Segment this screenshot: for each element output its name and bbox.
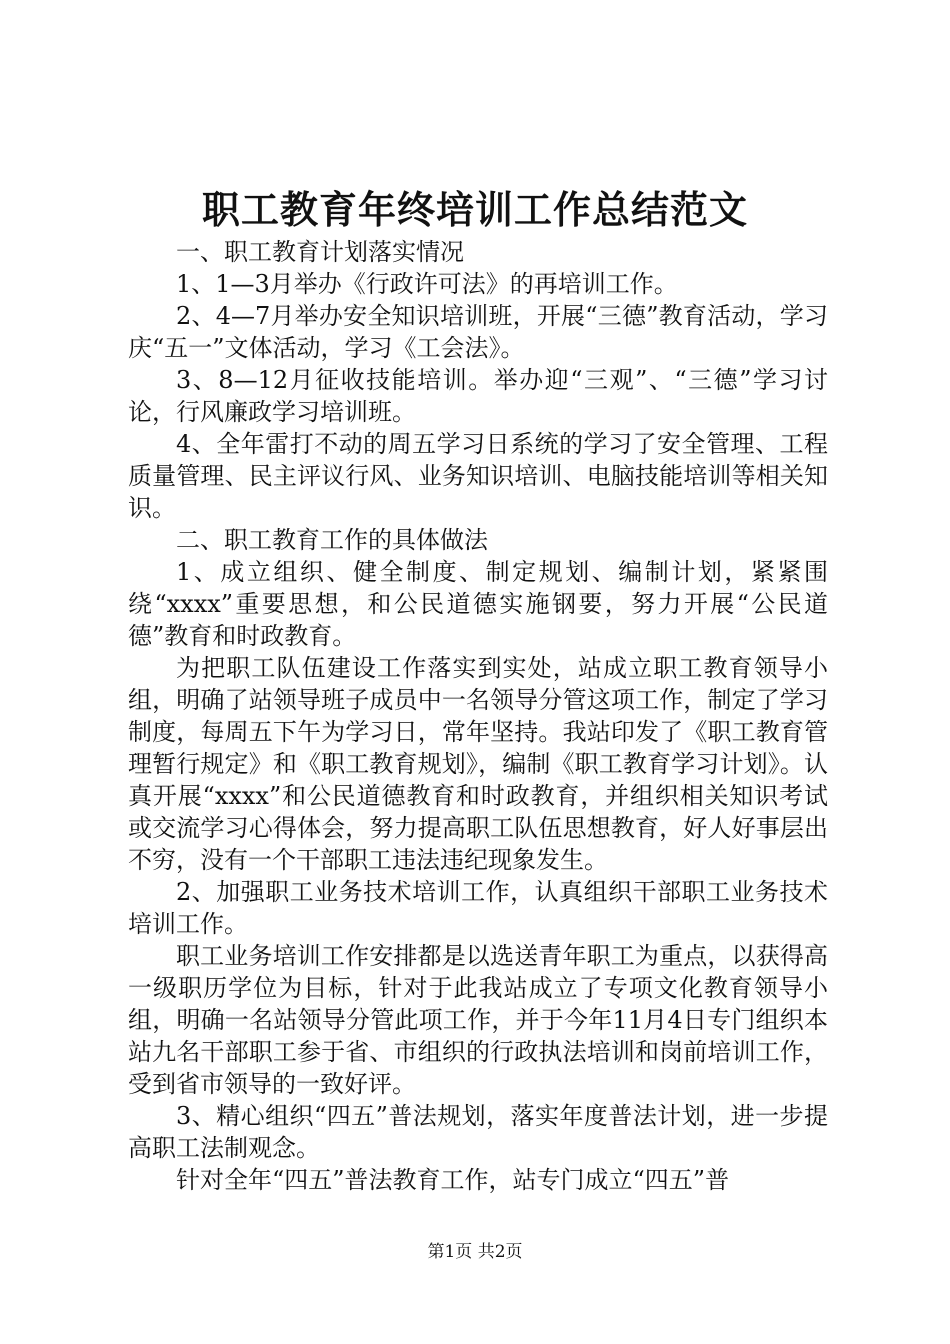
paragraph-practice-3: 3、精心组织“四五”普法规划，落实年度普法计划，进一步提高职工法制观念。 [128,1102,828,1162]
document-title: 职工教育年终培训工作总结范文 [201,187,748,232]
document-body [128,236,828,1196]
section-heading-2: 二、职工教育工作的具体做法 [176,526,488,554]
paragraph-practice-1-detail: 为把职工队伍建设工作落实到实处，站成立职工教育领导小组，明确了站领导班子成员中一名领导分管这项工作，制定了学习制度，每周五下午为学习日，常年坚持。我站印发了《职工教育管理暂行规定》和《职工教育规划》，编制《职工教育学习计划》。认真开展“xxxx”和公民道德教育和时政教育，并组织相关知识考试或交流学习心得体会，努力提高职工队伍思想教育，好人好事层出不穷，没有一个干部职工违法违纪现象发生。 [128,654,828,874]
paragraph-practice-3-detail: 针对全年“四五”普法教育工作，站专门成立“四五”普 [176,1166,730,1194]
paragraph-item-4: 4、全年雷打不动的周五学习日系统的学习了安全管理、工程质量管理、民主评议行风、业务知识培训、电脑技能培训等相关知识。 [128,430,828,522]
paragraph-item-1: 1、1—3月举办《行政许可法》的再培训工作。 [176,270,678,298]
paragraph-practice-1: 1、成立组织、健全制度、制定规划、编制计划，紧紧围绕“xxxx”重要思想，和公民道德实施钢要，努力开展“公民道德”教育和时政教育。 [128,558,828,650]
page-footer: 第1页 共2页 [427,1242,523,1262]
section-heading-1: 一、职工教育计划落实情况 [176,238,464,266]
paragraph-item-3: 3、8—12月征收技能培训。举办迎“三观”、“三德”学习讨论，行风廉政学习培训班。 [128,366,828,426]
paragraph-practice-2: 2、加强职工业务技术培训工作，认真组织干部职工业务技术培训工作。 [128,878,828,938]
paragraph-practice-2-detail: 职工业务培训工作安排都是以选送青年职工为重点，以获得高一级职历学位为目标，针对于此我站成立了专项文化教育领导小组，明确一名站领导分管此项工作，并于今年11月4日专门组织本站九名干部职工参于省、市组织的行政执法培训和岗前培训工作，受到省市领导的一致好评。 [128,942,828,1098]
paragraph-item-2: 2、4—7月举办安全知识培训班，开展“三德”教育活动，学习庆“五一”文体活动，学习《工会法》。 [128,302,828,362]
